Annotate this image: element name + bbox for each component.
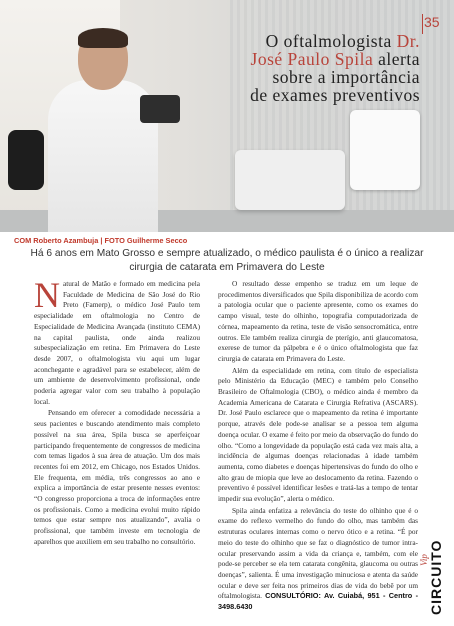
- paragraph: Pensando em oferecer a comodidade necessária a seus pacientes e buscando atendimento mais completo possível na sua área, Spila busca se aperfeiçoar participando frequentemente de congressos de medicina com temas ligados à sua área de atuação. Um dos mais recentes foi em 2012, em Chicago, nos Estados Unidos. Ele frequenta, em média, três congressos ao ano e explica a importância de estar presente nesses eventos: “O congresso proporciona a troca de informações entre os profissionais. Como a medicina evolui muito rápido temos que estar sempre nos atualizando”, avalia o profissional, que também investe em tecnologia de aparelhos que auxiliem em seu trabalho no consultório.: [34, 408, 200, 546]
- headline-line2-red: José Paulo Spila: [250, 49, 379, 69]
- paragraph: O resultado desse empenho se traduz em um leque de procedimentos diversificados que Spila disponibiliza de acordo com a patologia ocular que o paciente apresente, como os exames do campo visual, teste do olhinho, topografia computadorizada de córnea, mapeamento da retina, teste de visão sensocromática, entre outros. Ele também realiza cirurgia de pterígio, anti glaucomatosa, exerese de tumor da pálpebra e é o único oftalmologista que faz cirurgia de catarata em Primavera do Leste.: [218, 279, 418, 363]
- magazine-brand-logo: [418, 525, 446, 620]
- phoropter-equipment: [140, 95, 180, 123]
- paragraph-text: Spila ainda enfatiza a relevância do teste do olhinho que é o exame do reflexo vermelho do fundo do olho, mas também das estruturas oculares internas como o nervo ótico e a retina. “É por meio do teste do olhinho que se faz o diagnóstico de tumor intra-ocular preservando assim a vida da criança e, também, com ele pode-se perceber se ela tem catarata congênita, glaucoma ou outras doenças”, salienta. É uma investigação minuciosa e atenta da saúde ocular e deve ser feita nos primeiros dias de vida do bebê por um oftalmologista.: [218, 505, 418, 601]
- article-lead: Há 6 anos em Mato Grosso e sempre atualizado, o médico paulista é o único a realizar cirurgia de catarata em Primavera do Leste: [30, 248, 424, 273]
- paragraph-text: atural de Matão e formado em medicina pela Faculdade de Medicina de São José do Rio Preto (Famerp), o médico José Paulo tem especialidade em oftalmologia no Centro de Especialidade de Medicina Avançada (instituto CEMA) na capital paulista, onde ainda realizou subespecialização em retina. Em Primavera do Leste desde 2007, o oftalmologista viu aqui um lugar aconchegante e agradável para se estabelecer, além de um ambiente de desenvolvimento profissional, onde poderia agregar valor com seu trabalho à população local.: [34, 279, 200, 406]
- paragraph: [218, 506, 418, 613]
- headline-line2-suffix: alerta: [378, 49, 420, 69]
- doctor-hair: [78, 28, 128, 48]
- headline-line4: de exames preventivos: [250, 85, 420, 105]
- brand-sub: Vip: [418, 554, 429, 566]
- headline-line3: sobre a importância: [272, 67, 420, 87]
- office-chair: [8, 130, 44, 190]
- page-number-divider: [422, 14, 423, 34]
- photo-credits: COM Roberto Azambuja | FOTO Guilherme Secco: [14, 236, 188, 245]
- headline-line1-red: Dr.: [396, 31, 420, 51]
- exam-table: [235, 150, 345, 210]
- paragraph: [34, 275, 200, 407]
- drop-cap: N: [34, 275, 60, 315]
- hero-photo: [0, 0, 454, 232]
- brand-name: CIRCUITO: [428, 539, 444, 615]
- exam-device: [350, 110, 420, 190]
- page-number: 35: [424, 14, 440, 30]
- contact-info: CONSULTÓRIO: Av. Cuiabá, 951 - Centro - 3498.6430: [218, 591, 419, 612]
- paragraph: Além da especialidade em retina, com título de especialista pelo Ministério da Educação (MEC) e também pelo Conselho Brasileiro de Oftalmologia (CBO), o médico ainda é membro da Academia Americana de Catarata e Cirurgia Refrativa (ASCARS). Dr. José Paulo esclarece que o mapeamento da retina é importante porque, através dele pode-se analisar se a pessoa tem alguma doença ocular. O exame é feito por meio da observação do fundo do olho. “Como a longevidade da população está cada vez mais alta, a incidência de algumas doenças relacionadas à idade também aumenta, como diabetes e doenças hipertensivas do fundo do olho e alto grau de miopia que leve ao deslocamento da retina. Fazendo o preventivo é possível identificar lesões e tratá-las a tempo de tentar impedir sua evolução”, alerta o médico.: [218, 365, 418, 504]
- article-headline: [210, 32, 420, 104]
- article-column-2: [218, 279, 418, 614]
- article-column-1: [34, 275, 200, 549]
- headline-line1-prefix: O oftalmologista: [265, 31, 397, 51]
